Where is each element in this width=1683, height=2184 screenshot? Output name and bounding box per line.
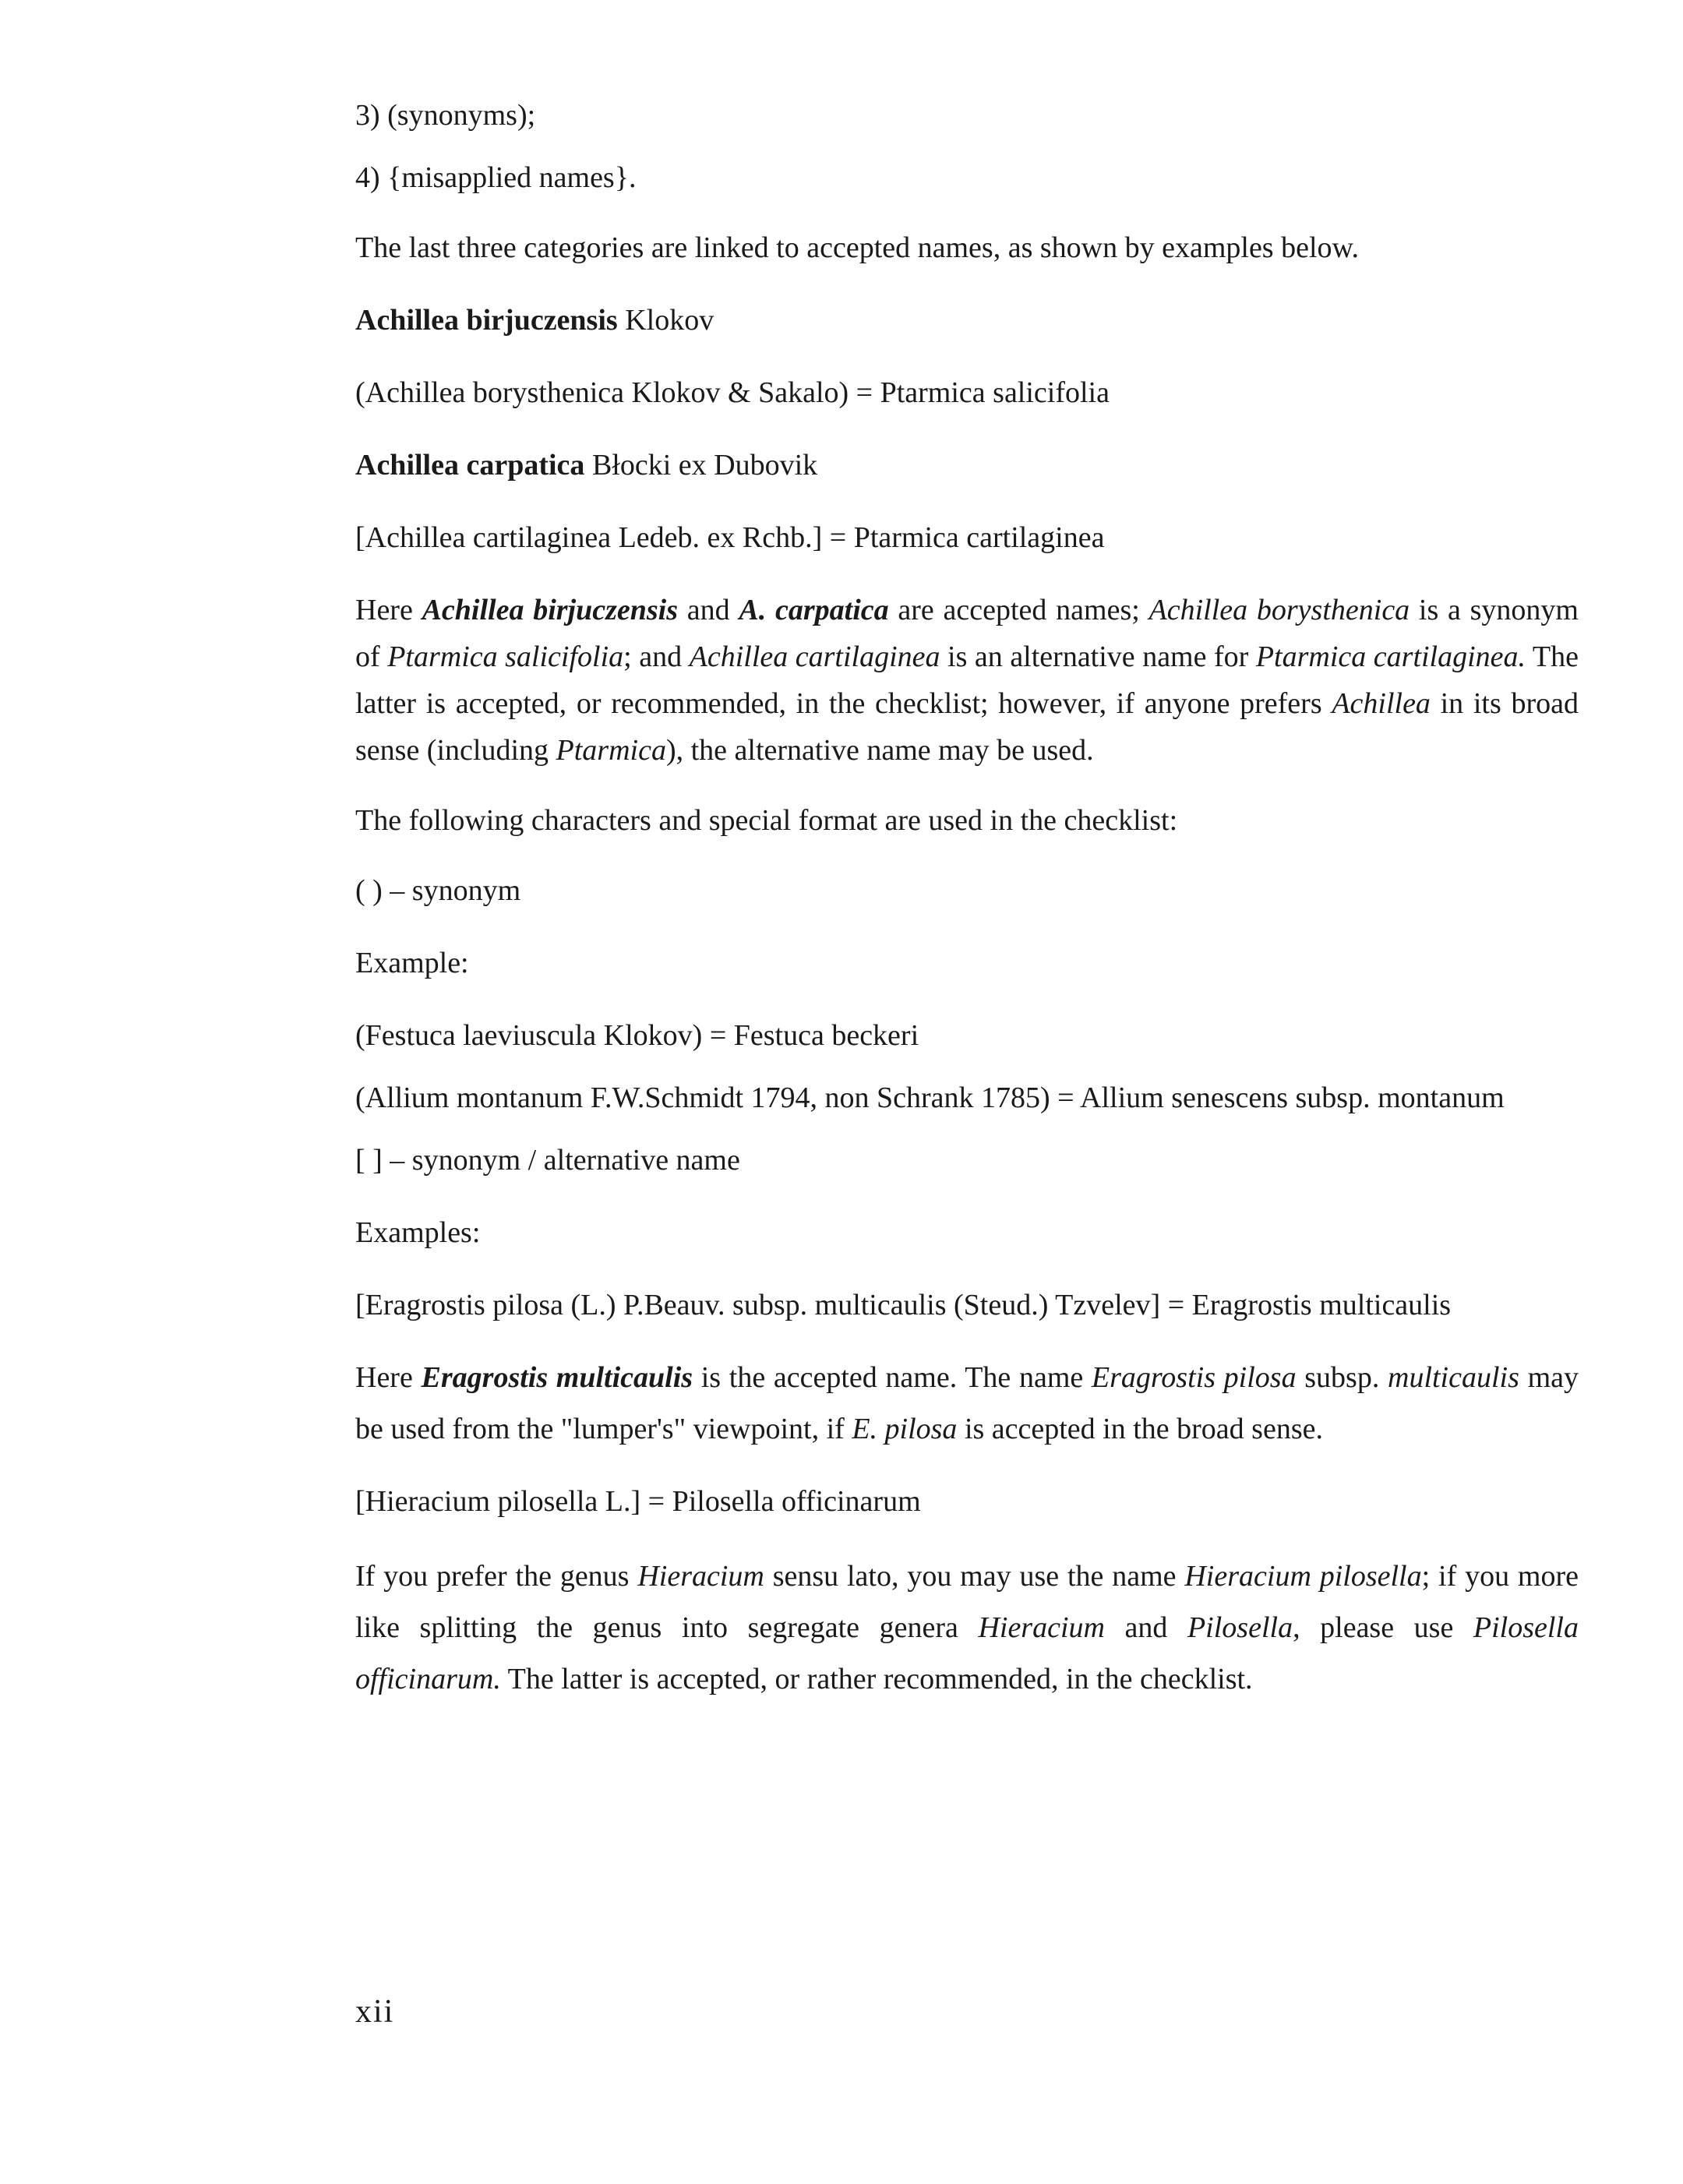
examples-label: Examples: xyxy=(355,1216,481,1249)
synonym-example-2: (Allium montanum F.W.Schmidt 1794, non Schrank 1785) = Allium senescens subsp. montanum xyxy=(355,1081,1505,1114)
characters-intro: The following characters and special format are used in the checklist: xyxy=(355,804,1178,837)
taxon-name: Pilosella officinarum. xyxy=(355,1611,1579,1695)
text-run: sensu lato, you may use the name xyxy=(764,1560,1185,1593)
text-run: Here xyxy=(355,1361,422,1394)
explanation-paragraph-3 xyxy=(355,1551,1579,1705)
text-run: If you prefer the genus xyxy=(355,1560,638,1593)
text-run: ; and xyxy=(623,640,690,673)
taxon-name: Ptarmica cartilaginea. xyxy=(1255,640,1526,673)
taxon-name: multicaulis xyxy=(1388,1361,1519,1394)
text-run: subsp. xyxy=(1296,1361,1388,1394)
taxon-name: Hieracium pilosella xyxy=(1184,1560,1422,1593)
taxon-name: Achillea xyxy=(1332,687,1431,720)
accepted-name: Eragrostis multicaulis xyxy=(421,1361,693,1394)
category-4: 4) {misapplied names}. xyxy=(355,161,637,194)
alternative-example-2: [Hieracium pilosella L.] = Pilosella officinarum xyxy=(355,1485,921,1518)
taxon-name: Ptarmica salicifolia xyxy=(387,640,624,673)
intro-paragraph: The last three categories are linked to accepted names, as shown by examples below. xyxy=(355,231,1359,264)
text-run: and xyxy=(678,594,739,626)
text-run: The latter is accepted, or recommended, in the checklist; however, if anyone prefers xyxy=(355,640,1579,720)
accepted-name: Achillea birjuczensis xyxy=(422,594,679,626)
taxon-name: E. pilosa xyxy=(852,1413,958,1445)
text-run: is a synonym of xyxy=(355,594,1579,673)
text-run: may be used from the "lumper's" viewpoint, if xyxy=(355,1361,1579,1445)
taxon-name: Achillea borysthenica xyxy=(1148,594,1410,626)
taxon-name: Hieracium xyxy=(978,1611,1105,1644)
explanation-paragraph-2 xyxy=(355,1352,1579,1455)
taxon-name: Pilosella xyxy=(1187,1611,1293,1644)
page-body xyxy=(355,92,1579,1705)
explanation-paragraph-1 xyxy=(355,587,1579,774)
accepted-name: A. carpatica xyxy=(739,594,889,626)
taxon-name: Eragrostis pilosa xyxy=(1091,1361,1297,1394)
symbol-brackets: [ ] – synonym / alternative name xyxy=(355,1144,740,1177)
example-line-4: [Achillea cartilaginea Ledeb. ex Rchb.] = Ptarmica cartilaginea xyxy=(355,521,1105,554)
accepted-name: Achillea birjuczensis xyxy=(355,304,618,337)
alternative-example-1: [Eragrostis pilosa (L.) P.Beauv. subsp. multicaulis (Steud.) Tzvelev] = Eragrostis multicaulis xyxy=(355,1289,1452,1321)
example-line-1 xyxy=(355,297,1579,344)
page-number: xii xyxy=(355,1994,395,2030)
taxon-name: Achillea cartilaginea xyxy=(689,640,940,673)
text-run: ), the alternative name may be used. xyxy=(665,734,1094,767)
synonym-example-1: (Festuca laeviuscula Klokov) = Festuca beckeri xyxy=(355,1019,919,1052)
taxon-name: Ptarmica xyxy=(556,734,666,767)
example-line-3 xyxy=(355,442,1579,489)
text-run: Here xyxy=(355,594,422,626)
symbol-parentheses: ( ) – synonym xyxy=(355,874,521,907)
text-run: and xyxy=(1104,1611,1187,1644)
example-label: Example: xyxy=(355,947,469,979)
text-run: The latter is accepted, or rather recommended, in the checklist. xyxy=(500,1663,1253,1695)
text-run: in its broad sense (including xyxy=(355,687,1579,767)
text-run: is the accepted name. The name xyxy=(693,1361,1092,1394)
text-run: is an alternative name for xyxy=(940,640,1256,673)
example-line-2: (Achillea borysthenica Klokov & Sakalo) = Ptarmica salicifolia xyxy=(355,376,1110,409)
accepted-name: Achillea carpatica xyxy=(355,449,585,482)
text-run: , please use xyxy=(1293,1611,1473,1644)
text-run: are accepted names; xyxy=(888,594,1149,626)
text-run: ; if you more like splitting the genus into segregate genera xyxy=(355,1560,1579,1644)
taxon-name: Hieracium xyxy=(637,1560,764,1593)
author: Błocki ex Dubovik xyxy=(584,449,818,482)
category-3: 3) (synonyms); xyxy=(355,99,536,132)
author: Klokov xyxy=(617,304,714,337)
text-run: is accepted in the broad sense. xyxy=(957,1413,1323,1445)
